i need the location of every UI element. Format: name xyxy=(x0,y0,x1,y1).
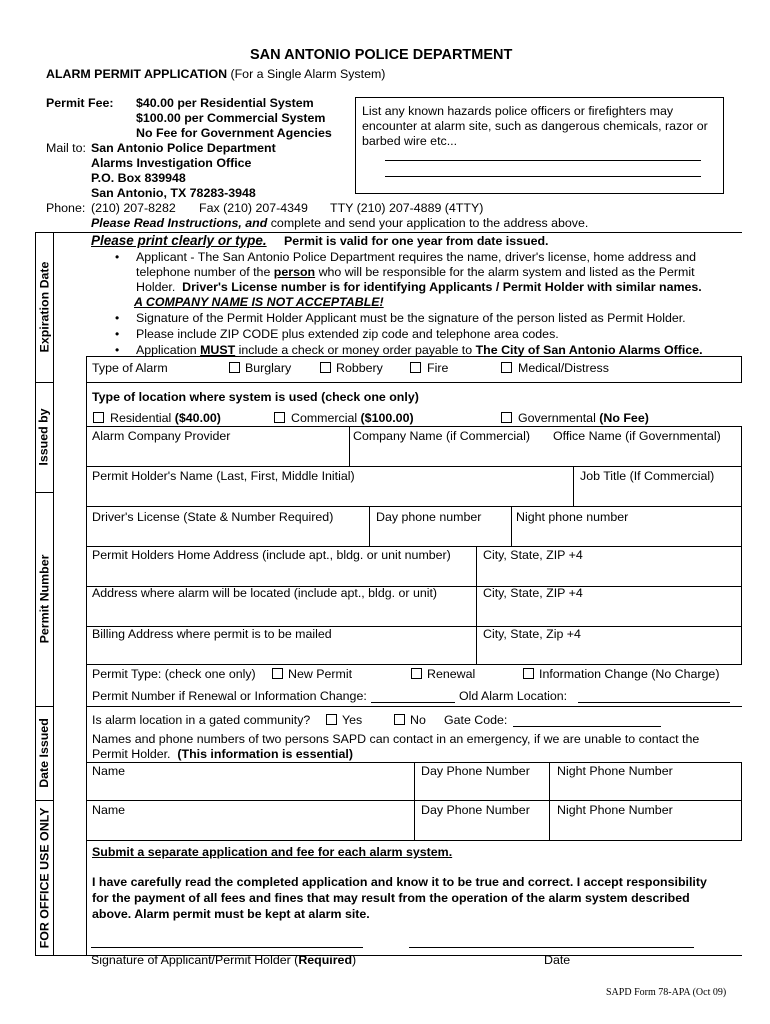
alarm-address-label: Address where alarm will be located (include apt., bldg. or unit) xyxy=(92,586,438,600)
home-city-field[interactable] xyxy=(477,565,740,585)
drivers-license-label: Driver's License (State & Number Required) xyxy=(92,510,334,524)
bullet-2: Signature of the Permit Holder Applicant must be the signature of the person listed as Permit Holder. xyxy=(136,311,686,325)
residential-label: Residential ($40.00) xyxy=(110,411,221,425)
bullet-dot: • xyxy=(115,250,120,264)
contact-2-name-field[interactable] xyxy=(87,819,413,839)
form-right-border xyxy=(741,426,742,466)
phone-fax: Fax (210) 207-4349 xyxy=(199,201,308,215)
holder-name-field[interactable] xyxy=(87,485,572,505)
row-line xyxy=(86,840,742,841)
medical-label: Medical/Distress xyxy=(518,361,609,375)
bullet-dot: • xyxy=(115,311,120,325)
row-line xyxy=(86,506,742,507)
gate-code-label: Gate Code: xyxy=(444,713,508,727)
contacts-intro-1: Names and phone numbers of two persons SAPD can contact in an emergency, if we are unable to contact the xyxy=(92,732,700,746)
old-location-field[interactable] xyxy=(578,702,730,703)
bullet-dot: • xyxy=(115,327,120,341)
date-label: Date xyxy=(544,953,571,967)
info-change-checkbox[interactable] xyxy=(523,668,534,679)
phone-main: (210) 207-8282 xyxy=(91,201,176,215)
hazards-write-line-1[interactable] xyxy=(385,160,701,161)
alarm-address-field[interactable] xyxy=(87,604,475,624)
drivers-license-field[interactable] xyxy=(87,526,368,546)
alarm-city-field[interactable] xyxy=(477,604,740,624)
fire-checkbox[interactable] xyxy=(410,362,421,373)
gated-no-checkbox[interactable] xyxy=(394,714,405,725)
bullet-4: Application MUST include a check or money order payable to The City of San Antonio Alarms Office. xyxy=(136,343,703,357)
phone-label: Phone: xyxy=(46,201,86,215)
form-id: SAPD Form 78-APA (Oct 09) xyxy=(606,987,727,998)
contact-2-day-label: Day Phone Number xyxy=(421,803,530,817)
read-instructions-bold: Please Read Instructions, and xyxy=(91,216,268,230)
row-line xyxy=(86,664,742,665)
bullet-1-line-2: telephone number of the person who will be responsible for the alarm system and listed as the Permit xyxy=(136,265,695,279)
form-right-border xyxy=(741,546,742,586)
commercial-label: Commercial ($100.00) xyxy=(291,411,414,425)
home-city-label: City, State, ZIP +4 xyxy=(483,548,583,562)
hazards-line-1: List any known hazards police officers or firefighters may xyxy=(362,104,674,118)
row-line xyxy=(86,356,742,357)
robbery-label: Robbery xyxy=(336,361,383,375)
holder-name-label: Permit Holder's Name (Last, First, Middle Initial) xyxy=(92,469,355,483)
date-line[interactable] xyxy=(409,947,694,948)
form-right-border xyxy=(741,506,742,546)
fire-label: Fire xyxy=(427,361,449,375)
contact-1-day-label: Day Phone Number xyxy=(421,764,530,778)
hazards-line-3: barbed wire etc... xyxy=(362,134,458,148)
mail-line-2: Alarms Investigation Office xyxy=(91,156,252,170)
alarm-type-label: Type of Alarm xyxy=(92,361,168,375)
row-line xyxy=(86,426,742,427)
gated-yes-label: Yes xyxy=(342,713,363,727)
read-instructions-rest: complete and send your application to the address above. xyxy=(270,216,589,230)
renewal-number-label: Permit Number if Renewal or Information Change: xyxy=(92,689,367,703)
renewal-number-field[interactable] xyxy=(371,702,455,703)
subtitle-rest: (For a Single Alarm System) xyxy=(230,67,386,81)
signature-label: Signature of Applicant/Permit Holder (Required) xyxy=(91,953,357,967)
read-instructions xyxy=(91,216,588,231)
side-expiration-date: Expiration Date xyxy=(37,261,52,353)
commercial-checkbox[interactable] xyxy=(274,412,285,423)
location-type-heading: Type of location where system is used (check one only) xyxy=(92,390,419,404)
subtitle-bold: ALARM PERMIT APPLICATION xyxy=(46,67,228,81)
bullet-3: Please include ZIP CODE plus extended zip code and telephone area codes. xyxy=(136,327,559,341)
office-strip-divider xyxy=(53,232,54,956)
alarm-company-field[interactable] xyxy=(87,445,348,465)
mail-line-4: San Antonio, TX 78283-3948 xyxy=(91,186,256,200)
form-right-border xyxy=(741,762,742,840)
form-subtitle xyxy=(46,67,385,82)
bullet-1-line-4: A COMPANY NAME IS NOT ACCEPTABLE! xyxy=(134,295,384,309)
form-right-border xyxy=(741,466,742,506)
separate-application-note: Submit a separate application and fee for each alarm system. xyxy=(92,845,453,859)
office-name-label: Office Name (if Governmental) xyxy=(553,429,721,443)
row-line xyxy=(86,706,742,707)
hazards-write-line-2[interactable] xyxy=(385,176,701,177)
renewal-checkbox[interactable] xyxy=(411,668,422,679)
contact-2-night-label: Night Phone Number xyxy=(557,803,673,817)
fee-commercial: $100.00 per Commercial System xyxy=(136,111,326,125)
old-location-label: Old Alarm Location: xyxy=(459,689,568,703)
company-name-field[interactable] xyxy=(350,445,740,465)
signature-line[interactable] xyxy=(91,947,363,948)
form-right-border xyxy=(741,626,742,664)
gated-no-label: No xyxy=(410,713,426,727)
bullet-dot: • xyxy=(115,343,120,357)
side-office-use-only: FOR OFFICE USE ONLY xyxy=(37,807,52,949)
night-phone-field[interactable] xyxy=(512,526,740,546)
contact-2-night-field[interactable] xyxy=(550,819,740,839)
night-phone-label: Night phone number xyxy=(516,510,629,524)
form-title: SAN ANTONIO POLICE DEPARTMENT xyxy=(250,47,513,63)
home-address-label: Permit Holders Home Address (include apt., bldg. or unit number) xyxy=(92,548,451,562)
contacts-intro-2: Permit Holder. (This information is essential) xyxy=(92,747,353,761)
medical-checkbox[interactable] xyxy=(501,362,512,373)
job-title-field[interactable] xyxy=(574,485,740,505)
fee-government: No Fee for Government Agencies xyxy=(136,126,332,140)
contact-2-day-field[interactable] xyxy=(415,819,548,839)
alarm-company-label: Alarm Company Provider xyxy=(92,429,231,443)
gated-question: Is alarm location in a gated community? xyxy=(92,713,311,727)
row-line xyxy=(86,800,742,801)
attestation-line-3: above. Alarm permit must be kept at alarm site. xyxy=(92,907,370,921)
side-date-issued: Date Issued xyxy=(37,718,51,788)
job-title-label: Job Title (If Commercial) xyxy=(580,469,715,483)
company-name-label: Company Name (if Commercial) xyxy=(353,429,530,443)
permit-fee-label: Permit Fee: xyxy=(46,96,114,110)
attestation-line-2: for the payment of all fees and fines that may result from the operation of the alarm system described xyxy=(92,891,690,905)
new-permit-checkbox[interactable] xyxy=(272,668,283,679)
day-phone-label: Day phone number xyxy=(376,510,482,524)
fee-residential: $40.00 per Residential System xyxy=(136,96,314,110)
billing-address-label: Billing Address where permit is to be mailed xyxy=(92,627,332,641)
contact-1-name-label: Name xyxy=(92,764,126,778)
burglary-label: Burglary xyxy=(245,361,292,375)
governmental-checkbox[interactable] xyxy=(501,412,512,423)
burglary-checkbox[interactable] xyxy=(229,362,240,373)
info-change-label: Information Change (No Charge) xyxy=(539,667,720,681)
print-clearly-row xyxy=(91,233,548,249)
side-issued-by: Issued by xyxy=(37,408,51,466)
hazards-line-2: encounter at alarm site, such as dangerous chemicals, razor or xyxy=(362,119,708,133)
contact-1-name-field[interactable] xyxy=(87,780,413,800)
alarm-city-label: City, State, ZIP +4 xyxy=(483,586,583,600)
mail-line-3: P.O. Box 839948 xyxy=(91,171,186,185)
row-line xyxy=(86,466,742,467)
contact-1-night-field[interactable] xyxy=(550,780,740,800)
new-permit-label: New Permit xyxy=(288,667,353,681)
bullet-1-line-1: Applicant - The San Antonio Police Department requires the name, driver's license, home address and xyxy=(136,250,697,264)
billing-address-field[interactable] xyxy=(87,644,475,663)
home-address-field[interactable] xyxy=(87,565,475,585)
form-right-border xyxy=(741,586,742,626)
day-phone-field[interactable] xyxy=(370,526,510,546)
mail-to-label: Mail to: xyxy=(46,141,86,155)
robbery-checkbox[interactable] xyxy=(320,362,331,373)
contact-1-night-label: Night Phone Number xyxy=(557,764,673,778)
permit-type-label: Permit Type: (check one only) xyxy=(92,667,256,681)
billing-city-field[interactable] xyxy=(477,644,740,663)
contact-1-day-field[interactable] xyxy=(415,780,548,800)
gate-code-field[interactable] xyxy=(513,726,661,727)
phone-tty: TTY (210) 207-4889 (4TTY) xyxy=(330,201,484,215)
row-line xyxy=(86,382,742,383)
permit-valid: Permit is valid for one year from date issued. xyxy=(284,234,549,248)
residential-checkbox[interactable] xyxy=(93,412,104,423)
print-clearly: Please print clearly or type. xyxy=(91,233,267,248)
mail-line-1: San Antonio Police Department xyxy=(91,141,276,155)
bullet-1-line-3: Holder. Driver's License number is for identifying Applicants / Permit Holder with similar names. xyxy=(136,280,702,294)
contact-2-name-label: Name xyxy=(92,803,126,817)
gated-yes-checkbox[interactable] xyxy=(326,714,337,725)
attestation-line-1: I have carefully read the completed application and know it to be true and correct. I accept responsibility xyxy=(92,875,707,889)
form-right-border xyxy=(741,356,742,382)
renewal-label: Renewal xyxy=(427,667,476,681)
side-permit-number: Permit Number xyxy=(37,554,52,644)
billing-city-label: City, State, Zip +4 xyxy=(483,627,581,641)
governmental-label: Governmental (No Fee) xyxy=(518,411,649,425)
row-line xyxy=(86,546,742,547)
